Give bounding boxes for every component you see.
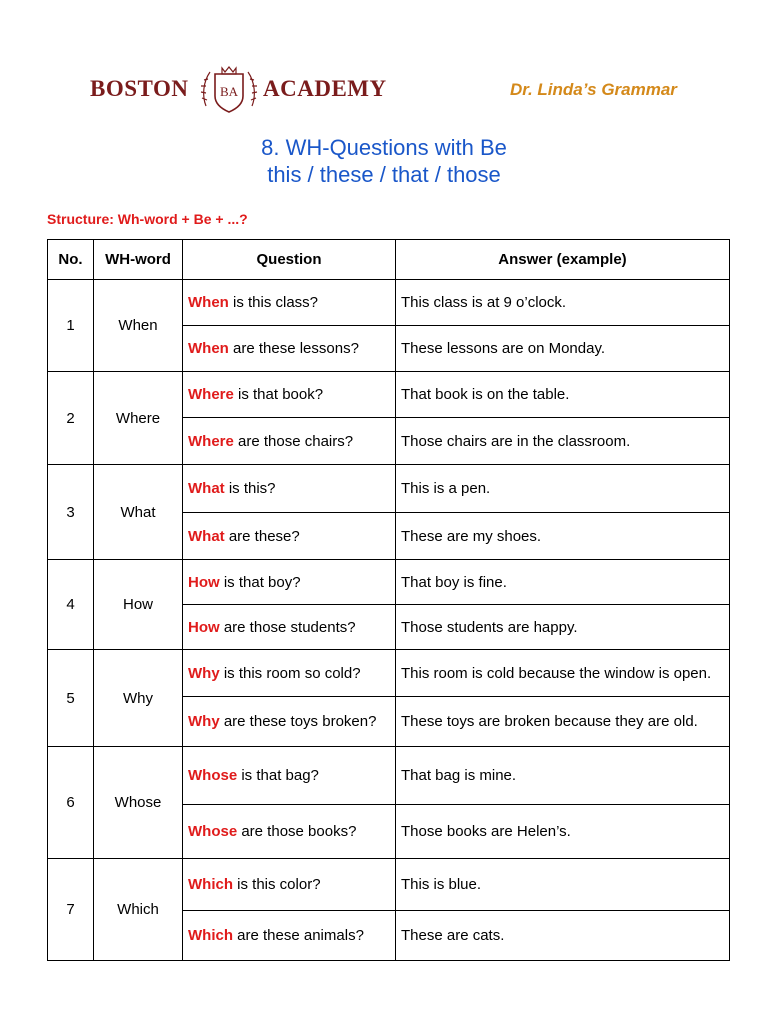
answer-cell: Those chairs are in the classroom. <box>396 418 730 465</box>
header-no: No. <box>48 240 94 280</box>
table-body <box>48 280 730 961</box>
question-cell <box>183 911 396 961</box>
question-keyword: Where <box>188 432 234 450</box>
wh-word-cell: Whose <box>94 747 183 859</box>
question-keyword: Whose <box>188 823 238 840</box>
row-number: 6 <box>48 747 94 859</box>
wh-word-cell: Which <box>94 859 183 961</box>
table-row <box>48 747 730 805</box>
question-text: are those students? <box>219 618 356 636</box>
row-number: 2 <box>48 372 94 465</box>
question-text: are those chairs? <box>233 432 354 450</box>
question-text: is that boy? <box>219 573 301 591</box>
answer-cell: These are cats. <box>396 911 730 961</box>
table-row <box>48 465 730 513</box>
question-keyword: What <box>188 480 225 497</box>
question-keyword: Why <box>188 713 220 730</box>
answer-cell: These lessons are on Monday. <box>396 326 730 372</box>
academy-crest-logo <box>198 62 260 118</box>
question-cell <box>183 372 396 418</box>
row-number: 1 <box>48 280 94 372</box>
question-keyword: Where <box>188 386 234 403</box>
row-number: 7 <box>48 859 94 961</box>
question-cell <box>183 418 396 465</box>
question-text: are these? <box>224 527 300 545</box>
page-title: 8. WH-Questions with Be <box>261 135 507 160</box>
question-cell <box>183 805 396 859</box>
wh-word-cell: What <box>94 465 183 560</box>
table-header-row <box>48 240 730 280</box>
wh-questions-table <box>47 239 730 961</box>
question-cell <box>183 605 396 650</box>
table-row <box>48 560 730 605</box>
table-row <box>48 859 730 911</box>
wh-word-cell: Why <box>94 650 183 747</box>
question-cell <box>183 747 396 805</box>
question-keyword: How <box>188 618 220 636</box>
question-keyword: Why <box>188 664 220 682</box>
brand-name-left: BOSTON <box>90 76 189 101</box>
question-keyword: When <box>188 294 229 311</box>
answer-cell: These toys are broken because they are old. <box>396 697 730 747</box>
question-keyword: How <box>188 573 220 591</box>
wh-word-cell: When <box>94 280 183 372</box>
question-text: is that bag? <box>237 767 319 784</box>
row-number: 5 <box>48 650 94 747</box>
question-text: is that book? <box>233 386 324 403</box>
answer-cell: This class is at 9 o’clock. <box>396 280 730 326</box>
question-text: is this? <box>224 480 276 497</box>
row-number: 3 <box>48 465 94 560</box>
wh-word-cell: How <box>94 560 183 650</box>
question-text: is this color? <box>233 876 321 893</box>
question-text: is this class? <box>228 294 319 311</box>
answer-cell: This is blue. <box>396 859 730 911</box>
header-question: Question <box>183 240 396 280</box>
answer-cell: Those students are happy. <box>396 605 730 650</box>
table-row <box>48 650 730 697</box>
table-row <box>48 372 730 418</box>
page-header <box>0 58 768 122</box>
question-cell <box>183 560 396 605</box>
question-keyword: Whose <box>188 767 238 784</box>
question-text: are these animals? <box>233 927 364 944</box>
row-number: 4 <box>48 560 94 650</box>
brand-name-right: ACADEMY <box>263 76 387 101</box>
question-cell <box>183 513 396 560</box>
question-cell <box>183 280 396 326</box>
answer-cell: That bag is mine. <box>396 747 730 805</box>
question-keyword: What <box>188 527 225 545</box>
question-cell <box>183 859 396 911</box>
header-answer: Answer (example) <box>396 240 730 280</box>
tagline: Dr. Linda’s Grammar <box>510 80 677 99</box>
question-cell <box>183 465 396 513</box>
answer-cell: That boy is fine. <box>396 560 730 605</box>
question-keyword: Which <box>188 927 233 944</box>
question-keyword: Which <box>188 876 233 893</box>
crest-initials: BA <box>219 84 239 99</box>
question-cell <box>183 697 396 747</box>
question-text: are these toys broken? <box>219 713 377 730</box>
structure-note: Structure: Wh-word + Be + ...? <box>47 211 248 227</box>
answer-cell: These are my shoes. <box>396 513 730 560</box>
question-cell <box>183 650 396 697</box>
answer-cell: This is a pen. <box>396 465 730 513</box>
answer-cell: That book is on the table. <box>396 372 730 418</box>
question-text: is this room so cold? <box>219 664 361 682</box>
page-subtitle: this / these / that / those <box>267 162 501 187</box>
header-wh-word: WH-word <box>94 240 183 280</box>
question-keyword: When <box>188 340 229 357</box>
question-text: are those books? <box>237 823 357 840</box>
answer-cell: Those books are Helen’s. <box>396 805 730 859</box>
answer-cell: This room is cold because the window is open. <box>396 650 730 697</box>
question-cell <box>183 326 396 372</box>
table-row <box>48 280 730 326</box>
wh-word-cell: Where <box>94 372 183 465</box>
question-text: are these lessons? <box>228 340 359 357</box>
